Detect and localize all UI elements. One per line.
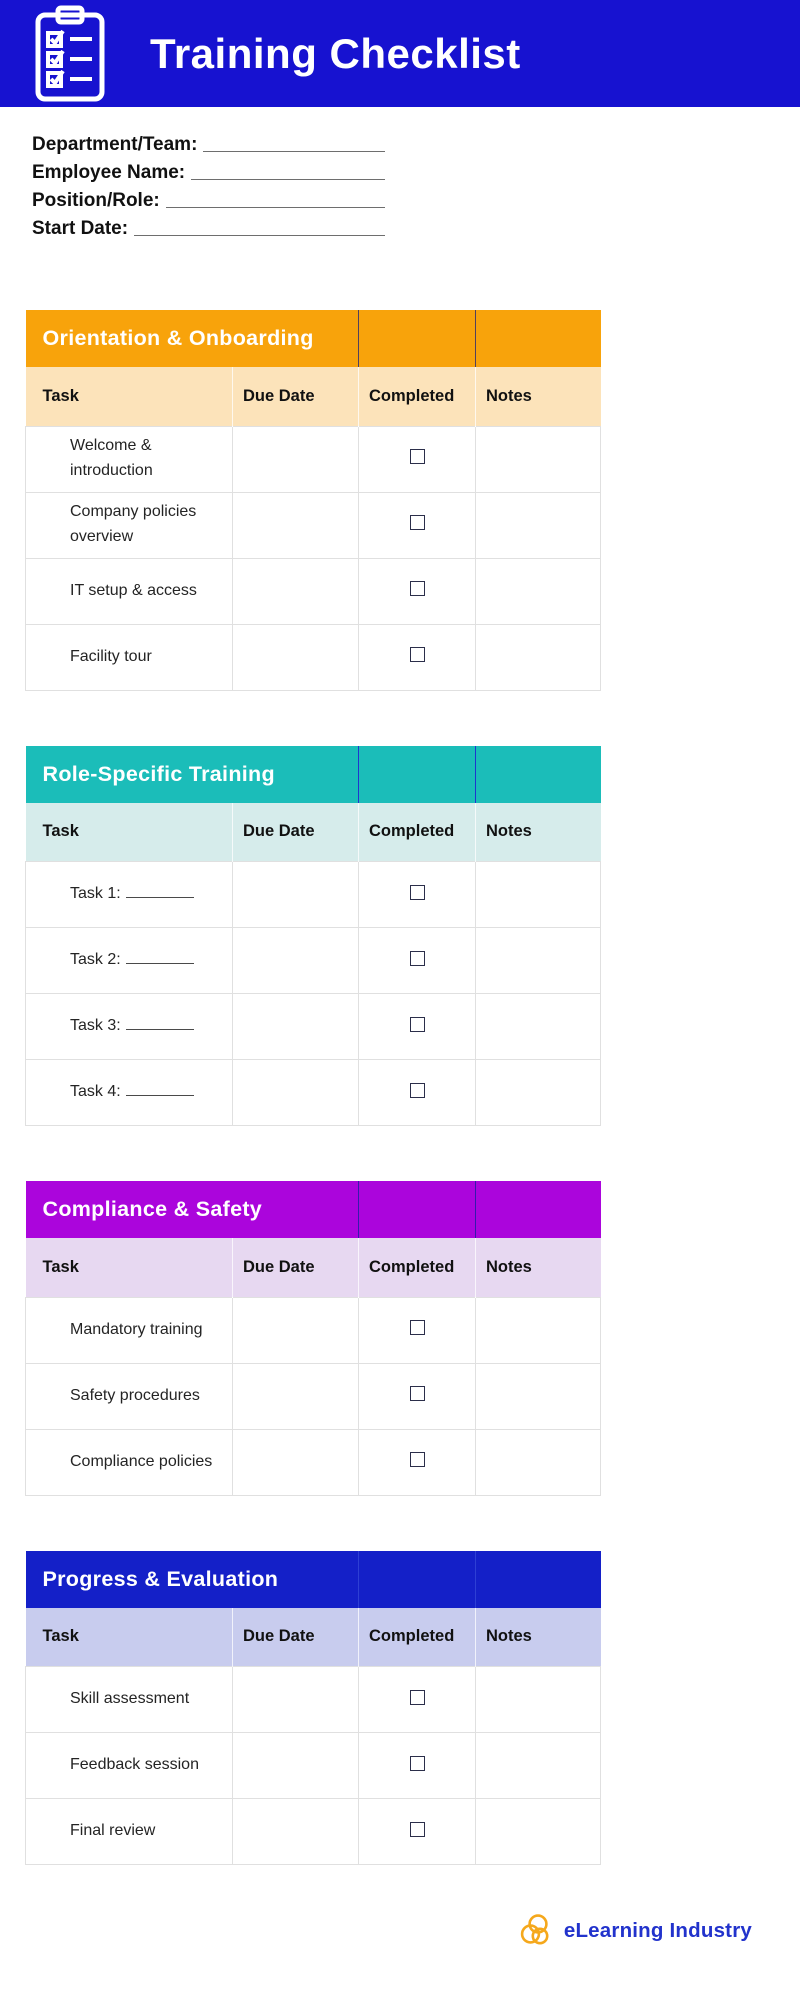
task-cell (26, 624, 233, 690)
due-date-cell[interactable] (233, 1363, 359, 1429)
due-date-cell[interactable] (233, 492, 359, 558)
completed-cell (359, 928, 476, 994)
section-title-spacer-cell (476, 746, 601, 803)
form-field-position-role (32, 184, 385, 212)
notes-cell[interactable] (476, 1429, 601, 1495)
section-title: Role-Specific Training (26, 746, 359, 803)
completed-cell (359, 492, 476, 558)
brand-name: eLearning Industry (563, 1918, 752, 1942)
column-header-row (26, 367, 601, 426)
task-cell (26, 492, 233, 558)
task-label: Skill assessment (70, 1690, 190, 1708)
section-title: Orientation & Onboarding (26, 310, 359, 367)
section-compliance-safety-table (25, 1181, 601, 1496)
task-label: Task 1: (70, 885, 121, 903)
completed-checkbox[interactable] (410, 515, 425, 530)
completed-checkbox[interactable] (410, 1083, 425, 1098)
section-role-specific-training-table (25, 746, 601, 1127)
notes-cell[interactable] (476, 1667, 601, 1733)
task-row (26, 1733, 601, 1799)
completed-checkbox[interactable] (410, 1017, 425, 1032)
task-row (26, 862, 601, 928)
column-header-task: Task (26, 1608, 233, 1667)
due-date-cell[interactable] (233, 624, 359, 690)
form-field-department-team (32, 128, 385, 156)
column-header-row (26, 1608, 601, 1667)
completed-checkbox[interactable] (410, 647, 425, 662)
column-header-notes: Notes (476, 1608, 601, 1667)
notes-cell[interactable] (476, 426, 601, 492)
notes-cell[interactable] (476, 492, 601, 558)
section-title-row (26, 1181, 601, 1238)
task-label: Feedback session (70, 1756, 199, 1774)
fill-in-line-position-role[interactable] (166, 207, 385, 208)
task-fill-in-line[interactable] (126, 1080, 194, 1096)
completed-checkbox[interactable] (410, 1386, 425, 1401)
section-title: Compliance & Safety (26, 1181, 359, 1238)
due-date-cell[interactable] (233, 994, 359, 1060)
notes-cell[interactable] (476, 862, 601, 928)
info-form (32, 128, 385, 240)
task-cell (26, 994, 233, 1060)
completed-cell (359, 1799, 476, 1865)
completed-cell (359, 426, 476, 492)
task-fill-in-line[interactable] (126, 948, 194, 964)
completed-cell (359, 558, 476, 624)
completed-cell (359, 624, 476, 690)
task-label: IT setup & access (70, 581, 197, 599)
section-title-spacer-cell (359, 310, 476, 367)
column-header-due-date: Due Date (233, 1608, 359, 1667)
completed-checkbox[interactable] (410, 1320, 425, 1335)
notes-cell[interactable] (476, 994, 601, 1060)
due-date-cell[interactable] (233, 1733, 359, 1799)
task-row (26, 624, 601, 690)
due-date-cell[interactable] (233, 1429, 359, 1495)
completed-cell (359, 1060, 476, 1126)
notes-cell[interactable] (476, 1297, 601, 1363)
column-header-completed: Completed (359, 1238, 476, 1297)
column-header-task: Task (26, 1238, 233, 1297)
task-label: Task 2: (70, 951, 121, 969)
section-orientation-onboarding-table (25, 310, 601, 691)
column-header-due-date: Due Date (233, 367, 359, 426)
column-header-row (26, 1238, 601, 1297)
fill-in-line-employee-name[interactable] (191, 179, 385, 180)
checklist-sections (0, 310, 800, 1865)
task-row (26, 1429, 601, 1495)
form-field-employee-name (32, 156, 385, 184)
column-header-completed: Completed (359, 1608, 476, 1667)
completed-checkbox[interactable] (410, 581, 425, 596)
task-cell (26, 1060, 233, 1126)
task-cell (26, 1429, 233, 1495)
task-row (26, 928, 601, 994)
task-label: Welcome & introduction (70, 437, 153, 479)
form-label-employee-name: Employee Name: (32, 162, 186, 183)
completed-checkbox[interactable] (410, 951, 425, 966)
task-row (26, 1667, 601, 1733)
task-row (26, 1297, 601, 1363)
task-label: Safety procedures (70, 1386, 200, 1404)
notes-cell[interactable] (476, 558, 601, 624)
due-date-cell[interactable] (233, 862, 359, 928)
fill-in-line-start-date[interactable] (134, 235, 385, 236)
section-title-row (26, 1551, 601, 1608)
completed-checkbox[interactable] (410, 1756, 425, 1771)
task-cell (26, 862, 233, 928)
completed-checkbox[interactable] (410, 1822, 425, 1837)
due-date-cell[interactable] (233, 1060, 359, 1126)
section-title-spacer-cell (476, 1181, 601, 1238)
notes-cell[interactable] (476, 928, 601, 994)
task-row (26, 492, 601, 558)
task-cell (26, 1733, 233, 1799)
task-label: Compliance policies (70, 1452, 213, 1470)
section-progress-evaluation-table (25, 1551, 601, 1866)
due-date-cell[interactable] (233, 558, 359, 624)
fill-in-line-department-team[interactable] (203, 151, 385, 152)
page-footer (0, 1913, 800, 1948)
form-label-department-team: Department/Team: (32, 134, 198, 155)
section-title-row (26, 310, 601, 367)
column-header-notes: Notes (476, 1238, 601, 1297)
due-date-cell[interactable] (233, 928, 359, 994)
section-title-row (26, 746, 601, 803)
completed-cell (359, 1363, 476, 1429)
task-label: Mandatory training (70, 1320, 203, 1338)
task-cell (26, 426, 233, 492)
section-title-spacer-cell (359, 1181, 476, 1238)
completed-cell (359, 862, 476, 928)
notes-cell[interactable] (476, 1733, 601, 1799)
task-row (26, 994, 601, 1060)
form-field-start-date (32, 212, 385, 240)
section-title-spacer-cell (359, 1551, 476, 1608)
task-row (26, 558, 601, 624)
task-row (26, 1363, 601, 1429)
task-cell (26, 1363, 233, 1429)
column-header-completed: Completed (359, 803, 476, 862)
completed-cell (359, 1733, 476, 1799)
completed-cell (359, 1297, 476, 1363)
section-title-spacer-cell (476, 310, 601, 367)
task-label: Final review (70, 1822, 156, 1840)
completed-cell (359, 1667, 476, 1733)
task-label: Task 4: (70, 1083, 121, 1101)
page-header (0, 0, 800, 107)
notes-cell[interactable] (476, 1363, 601, 1429)
notes-cell[interactable] (476, 624, 601, 690)
form-label-start-date: Start Date: (32, 218, 129, 239)
completed-checkbox[interactable] (410, 1452, 425, 1467)
section-title: Progress & Evaluation (26, 1551, 359, 1608)
due-date-cell[interactable] (233, 1799, 359, 1865)
task-label: Task 3: (70, 1017, 121, 1035)
column-header-due-date: Due Date (233, 803, 359, 862)
task-label: Facility tour (70, 647, 152, 665)
form-label-position-role: Position/Role: (32, 190, 160, 211)
notes-cell[interactable] (476, 1799, 601, 1865)
task-fill-in-line[interactable] (126, 882, 194, 898)
column-header-notes: Notes (476, 367, 601, 426)
completed-cell (359, 1429, 476, 1495)
completed-checkbox[interactable] (410, 885, 425, 900)
task-fill-in-line[interactable] (126, 1014, 194, 1030)
task-label: Company policies overview (70, 503, 197, 545)
section-title-spacer-cell (359, 746, 476, 803)
page-title: Training Checklist (150, 29, 521, 77)
due-date-cell[interactable] (233, 1297, 359, 1363)
task-cell (26, 1297, 233, 1363)
elearning-industry-logo-icon (519, 1913, 555, 1948)
column-header-notes: Notes (476, 803, 601, 862)
column-header-task: Task (26, 803, 233, 862)
due-date-cell[interactable] (233, 426, 359, 492)
notes-cell[interactable] (476, 1060, 601, 1126)
task-cell (26, 1799, 233, 1865)
completed-cell (359, 994, 476, 1060)
due-date-cell[interactable] (233, 1667, 359, 1733)
task-row (26, 1060, 601, 1126)
column-header-completed: Completed (359, 367, 476, 426)
task-row (26, 426, 601, 492)
column-header-due-date: Due Date (233, 1238, 359, 1297)
clipboard-checklist-icon (30, 4, 110, 104)
column-header-task: Task (26, 367, 233, 426)
task-cell (26, 1667, 233, 1733)
section-title-spacer-cell (476, 1551, 601, 1608)
column-header-row (26, 803, 601, 862)
task-cell (26, 558, 233, 624)
completed-checkbox[interactable] (410, 1690, 425, 1705)
completed-checkbox[interactable] (410, 449, 425, 464)
task-row (26, 1799, 601, 1865)
task-cell (26, 928, 233, 994)
